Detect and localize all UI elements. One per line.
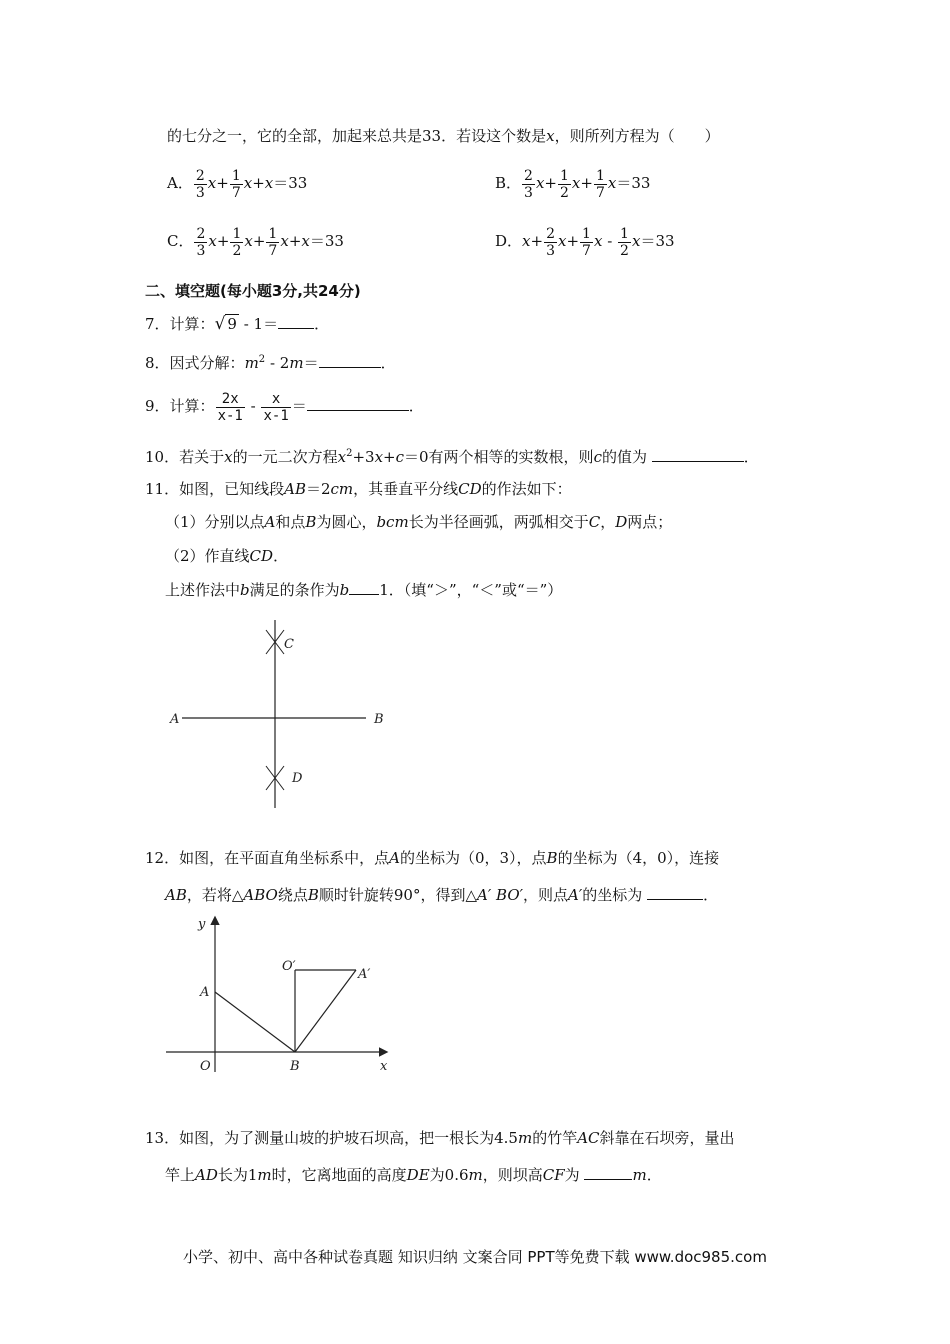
question-12-line-2: AB，若将△ABO绕点B顺时针旋转90°，得到△A′ BO′，则点A′的坐标为 ． [165,886,719,904]
question-10: 10．若关于x的一元二次方程$x^2+3x+c=0$有两个相等的实数根，则c的值为 ． [145,448,759,466]
label-o-prime: O′ [282,959,296,974]
perpendicular-bisector-figure [160,612,400,812]
label-a: A [170,712,180,727]
question-11-step-1: （1）分别以点A和点B为圆心，bcm长为半径画弧，两弧相交于C，D两点； [165,513,673,531]
q6-option-b[interactable]: B． $\frac{2}{3}$ x+ $\frac{1}{2}$ x+ $\frac{1}{7}$ x＝33 [495,167,651,201]
question-12-line-1: 12．如图，在平面直角坐标系中，点A的坐标为（0，3），点B的坐标为（4，0），连接 [145,849,720,867]
section-title: 二、填空题(每小题3分,共24分) [145,282,361,300]
answer-blank[interactable] [307,396,409,411]
page-footer: 小学、初中、高中各种试卷真题 知识归纳 文案合同 PPT等免费下载 www.doc985.com [183,1248,767,1266]
answer-blank[interactable] [652,447,744,462]
label-a: A [200,985,210,1000]
question-9: 9．计算： $\frac{2x}{x-1}$ - $\frac{x}{x-1}$ ＝ ． [145,390,424,424]
answer-blank[interactable] [647,885,703,900]
label-b: B [374,712,384,727]
question-13-line-1: 13．如图，为了测量山坡的护坡石坝高，把一根长为4.5m的竹竿AC斜靠在石坝旁，量出 [145,1129,735,1147]
label-d: D [292,771,303,786]
question-13-line-2: 竿上AD长为1m时，它离地面的高度DE为0.6m，则坝高CF为 m． [165,1166,662,1184]
axis-y-label: y [198,917,206,932]
answer-blank[interactable] [584,1165,632,1180]
q6-option-d[interactable]: D．x+ $\frac{2}{3}$ x+ $\frac{1}{7}$ x - $\frac{1}{2}$ x＝33 [495,225,675,259]
answer-blank[interactable] [319,353,381,368]
question-11-line-1: 11．如图，已知线段AB＝2cm，其垂直平分线CD的作法如下： [145,480,572,498]
coordinate-rotation-figure [160,910,400,1080]
answer-blank[interactable] [349,580,379,595]
q6-option-a[interactable]: A． $\frac{2}{3}$ x+ $\frac{1}{7}$ x+x＝33 [167,167,308,201]
question-11-step-2: （2）作直线CD． [165,547,289,565]
q6-stem: 的七分之一，它的全部，加起来总共是33．若设这个数是x，则所列方程为（ ） [167,127,720,145]
question-8: 8．因式分解：$m^2 - 2m=$ ． [145,354,396,372]
q6-option-c[interactable]: C． $\frac{2}{3}$ x+ $\frac{1}{2}$ x+ $\frac{1}{7}$ x+x＝33 [167,225,344,259]
label-c: C [284,637,294,652]
sqrt-symbol: √ [214,314,226,334]
axis-x-label: x [380,1059,388,1074]
label-a-prime: A′ [358,967,371,982]
question-11-line-3: 上述作法中b满足的条作为b 1．（填“＞”，“＜”或“＝”） [165,581,563,599]
answer-blank[interactable] [278,314,314,329]
question-7: 7．计算：√ 9 - 1＝ ． [145,314,330,334]
label-o: O [200,1059,211,1074]
label-b: B [290,1059,300,1074]
